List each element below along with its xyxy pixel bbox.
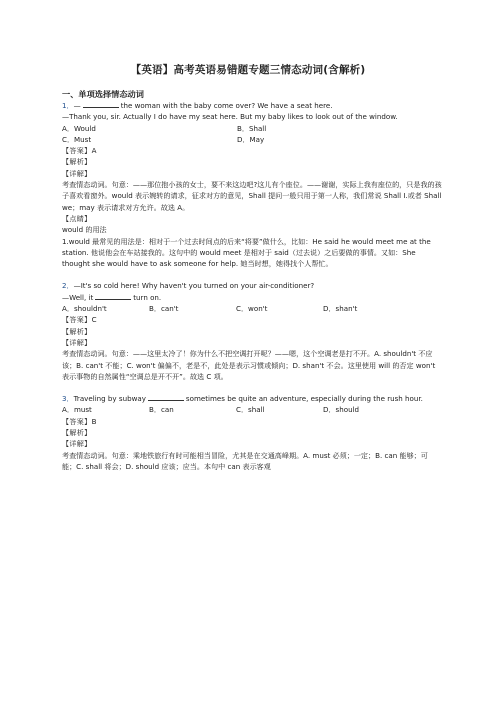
question-number: 2．	[62, 281, 74, 291]
option-b: B．can't	[149, 304, 179, 314]
option-c: C．Must	[62, 134, 92, 144]
analysis-label: 【解析】	[62, 428, 92, 438]
question-number: 3．	[62, 394, 74, 404]
detail-label: 【详解】	[62, 337, 92, 347]
question-3-stem: 3．Traveling by subway sometimes be quite an adventure, especially during the rush hour.	[62, 394, 423, 404]
answer-blank	[95, 292, 131, 300]
answer-label: 【答案】C	[62, 315, 97, 325]
option-b: B．Shall	[237, 123, 267, 133]
detail-label: 【详解】	[62, 439, 92, 449]
document-body	[62, 100, 442, 472]
option-a: A．shouldn't	[62, 304, 107, 314]
option-c: C．won't	[236, 304, 268, 314]
point-text: 1.would 最常见的用法是：相对于一个过去时间点的后来“将要”做什么，比如：He said he would meet me at the station. 他说他会在车站接我的。这句中的 would meet 是相对于 said（过去说）之后要做的事情。又如：She thought she would have to ask someone for help. 她当时想，她得找个人帮忙。	[62, 236, 431, 269]
point-label: 【点睛】	[62, 213, 92, 223]
question-1-options-row2	[62, 134, 442, 145]
question-1-stem: 1．— the woman with the baby come over? We have a seat here.	[62, 101, 333, 110]
answer-label: 【答案】A	[62, 146, 97, 156]
analysis-label: 【解析】	[62, 157, 92, 167]
option-b: B．can	[149, 405, 174, 415]
option-a: A．Would	[62, 123, 96, 133]
question-1-line2: —Thank you, sir. Actually I do have my seat here. But my baby likes to look out of the window.	[62, 112, 398, 122]
question-2-line2: —Well, it turn on.	[62, 292, 162, 302]
document-title: 【英语】高考英语易错题专题三情态动词(含解析)	[130, 64, 366, 76]
question-2-stem: 2．—It's so cold here! Why haven't you turned on your air-conditioner?	[62, 281, 315, 291]
section-heading: 一、单项选择情态动词	[62, 89, 144, 99]
option-c: C．shall	[236, 405, 265, 415]
option-d: D．May	[237, 134, 265, 144]
explanation-text: 考查情态动词。句意：——这里太冷了！你为什么不把空调打开呢？——嗯，这个空调老是打不开。A. shouldn't 不应该；B. can't 不能；C. won't 偏偏不，老是不，此处是表示习惯或倾向；D. shan't 不会。这里使用 will 的否定 won't 表示事物的自然属性“空调总是开不开”。故选 C 项。	[62, 349, 436, 381]
answer-blank	[148, 393, 184, 401]
answer-blank	[83, 100, 119, 108]
explanation-text: 考查情态动词。句意：乘地铁旅行有时可能相当冒险，尤其是在交通高峰期。A. must 必须；一定；B. can 能够；可能；C. shall 将会；D. should 应该；应当。本句中 can 表示客观	[62, 450, 428, 471]
question-2-options	[62, 303, 442, 314]
option-d: D．shan't	[323, 304, 358, 314]
question-number: 1．	[62, 101, 74, 110]
analysis-label: 【解析】	[62, 326, 92, 336]
detail-label: 【详解】	[62, 168, 92, 178]
answer-label: 【答案】B	[62, 416, 97, 426]
option-a: A．must	[62, 405, 92, 415]
question-1-options-row1	[62, 123, 442, 134]
explanation-text: 考查情态动词。句意：——那位抱小孩的女士，要不来这边吧?这儿有个座位。——谢谢，实际上我有座位的，只是我的孩子喜欢看窗外。would 表示婉转的请求，征求对方的意见，Shall 提问一般只用于第一人称，我们常说 Shall I.或者 Shall we；may 表示请求对方允许。故选 A。	[62, 180, 442, 212]
option-d: D．should	[323, 405, 360, 415]
point-title: would 的用法	[62, 225, 107, 235]
question-3-options	[62, 404, 442, 415]
